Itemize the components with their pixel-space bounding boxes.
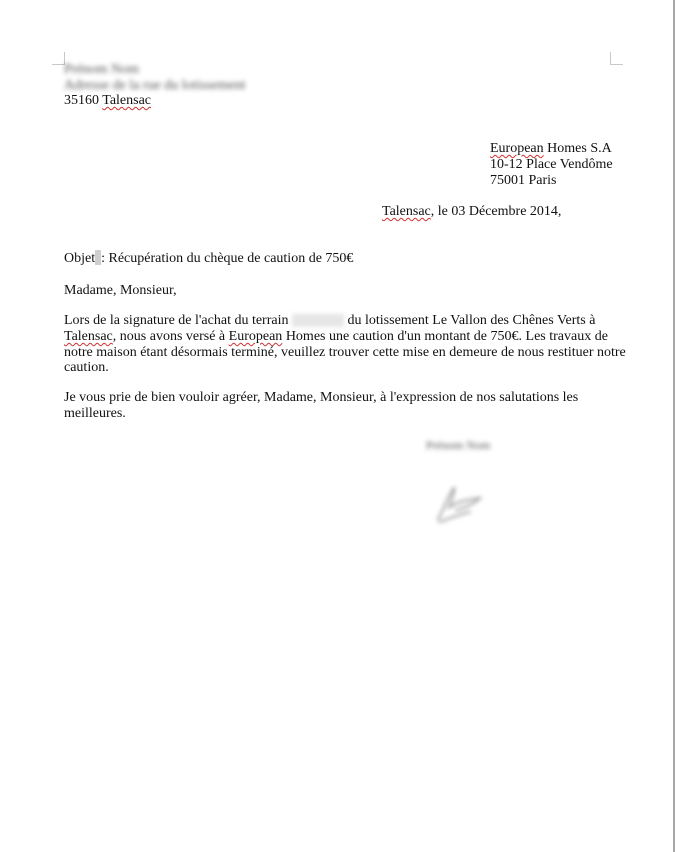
handwritten-signature [430, 478, 490, 528]
sender-postal-city: 35160 Talensac [64, 93, 152, 108]
recipient-postal-city: 75001 Paris [490, 173, 557, 188]
recipient-company: European Homes S.A [490, 141, 612, 156]
sender-name: Prénom Nom [64, 62, 140, 77]
redacted-lot-number [292, 314, 344, 327]
subject-line: Objet : Récupération du chèque de caution de 750€ [64, 251, 354, 266]
signature-name: Prénom Nom [426, 438, 491, 452]
margin-corner-top-right [610, 52, 623, 65]
salutation: Madame, Monsieur, [64, 283, 177, 298]
sender-street: Adresse de la rue du lotissement [64, 78, 246, 93]
body-paragraph-2-line-1: Je vous prie de bien vouloir agréer, Madame, Monsieur, à l'expression de nos salutations les [64, 390, 579, 405]
body-paragraph-1-line-4: caution. [64, 360, 109, 375]
body-paragraph-2-line-2: meilleures. [64, 406, 126, 421]
recipient-street: 10-12 Place Vendôme [490, 157, 613, 172]
body-paragraph-1-line-1: Lors de la signature de l'achat du terrain du lotissement Le Vallon des Chênes Verts à [64, 313, 596, 328]
body-paragraph-1-line-3: notre maison étant désormais terminé, veuillez trouver cette mise en demeure de nous restituer notre [64, 345, 626, 360]
body-paragraph-1-line-2: Talensac, nous avons versé à European Homes une caution d'un montant de 750€. Les travaux de [64, 329, 608, 344]
date-line: Talensac, le 03 Décembre 2014, [382, 204, 562, 219]
